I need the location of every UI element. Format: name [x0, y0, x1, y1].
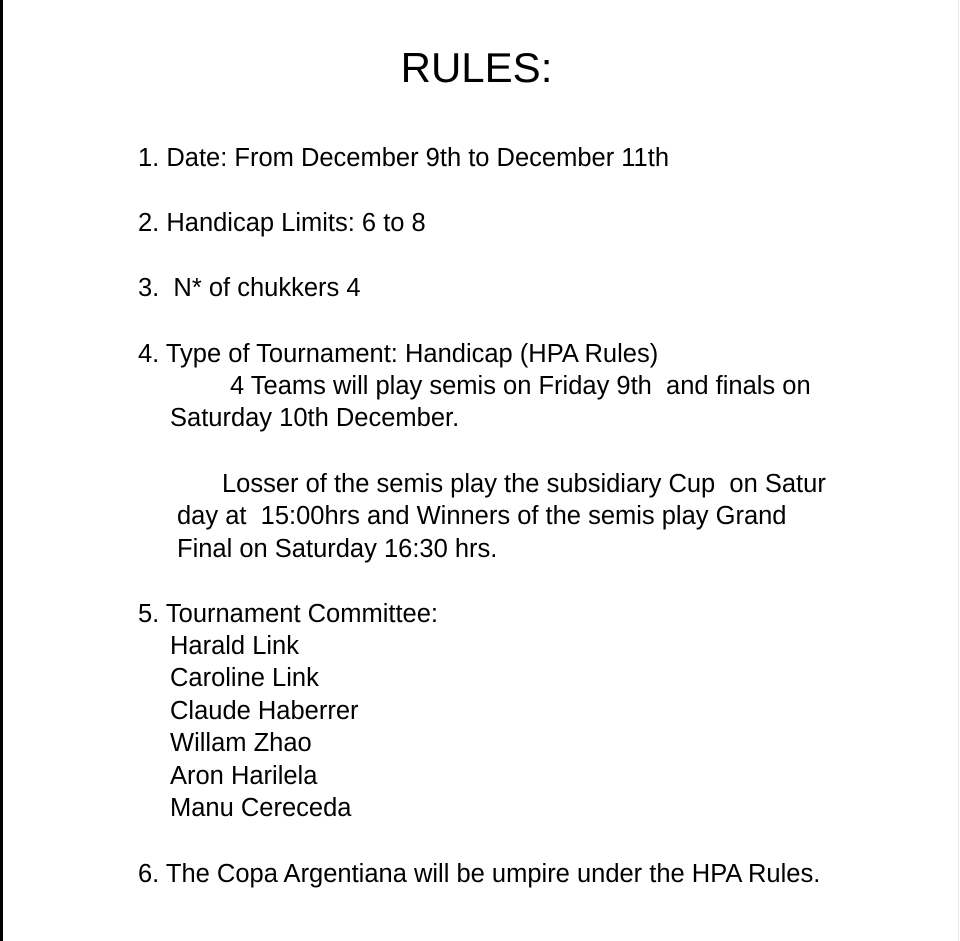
committee-member: Caroline Link: [170, 664, 319, 692]
rule-6-umpire: 6. The Copa Argentiana will be umpire under the HPA Rules.: [138, 860, 821, 888]
committee-member: Claude Haberrer: [170, 697, 359, 725]
committee-member: Manu Cereceda: [170, 794, 352, 822]
rule-4-line-2: 4 Teams will play semis on Friday 9th and finals on: [230, 372, 811, 400]
committee-member: Willam Zhao: [170, 729, 312, 757]
page-left-border: [0, 0, 3, 941]
page-right-border: [958, 0, 959, 941]
committee-member: Harald Link: [170, 632, 299, 660]
rule-2-handicap-limits: 2. Handicap Limits: 6 to 8: [138, 209, 426, 237]
rule-5-heading: 5. Tournament Committee:: [138, 600, 438, 628]
rule-4-line-4: Losser of the semis play the subsidiary Cup on Satur: [222, 470, 826, 498]
rule-4-line-3: Saturday 10th December.: [170, 404, 460, 432]
rule-4-heading: 4. Type of Tournament: Handicap (HPA Rules): [138, 340, 659, 368]
rule-4-line-5: day at 15:00hrs and Winners of the semis play Grand: [177, 502, 787, 530]
page-title: RULES:: [400, 44, 553, 91]
rule-1-date: 1. Date: From December 9th to December 11th: [138, 144, 670, 172]
rule-4-line-6: Final on Saturday 16:30 hrs.: [177, 535, 498, 563]
committee-member: Aron Harilela: [170, 762, 318, 790]
rule-3-chukkers: 3. N* of chukkers 4: [138, 274, 361, 302]
